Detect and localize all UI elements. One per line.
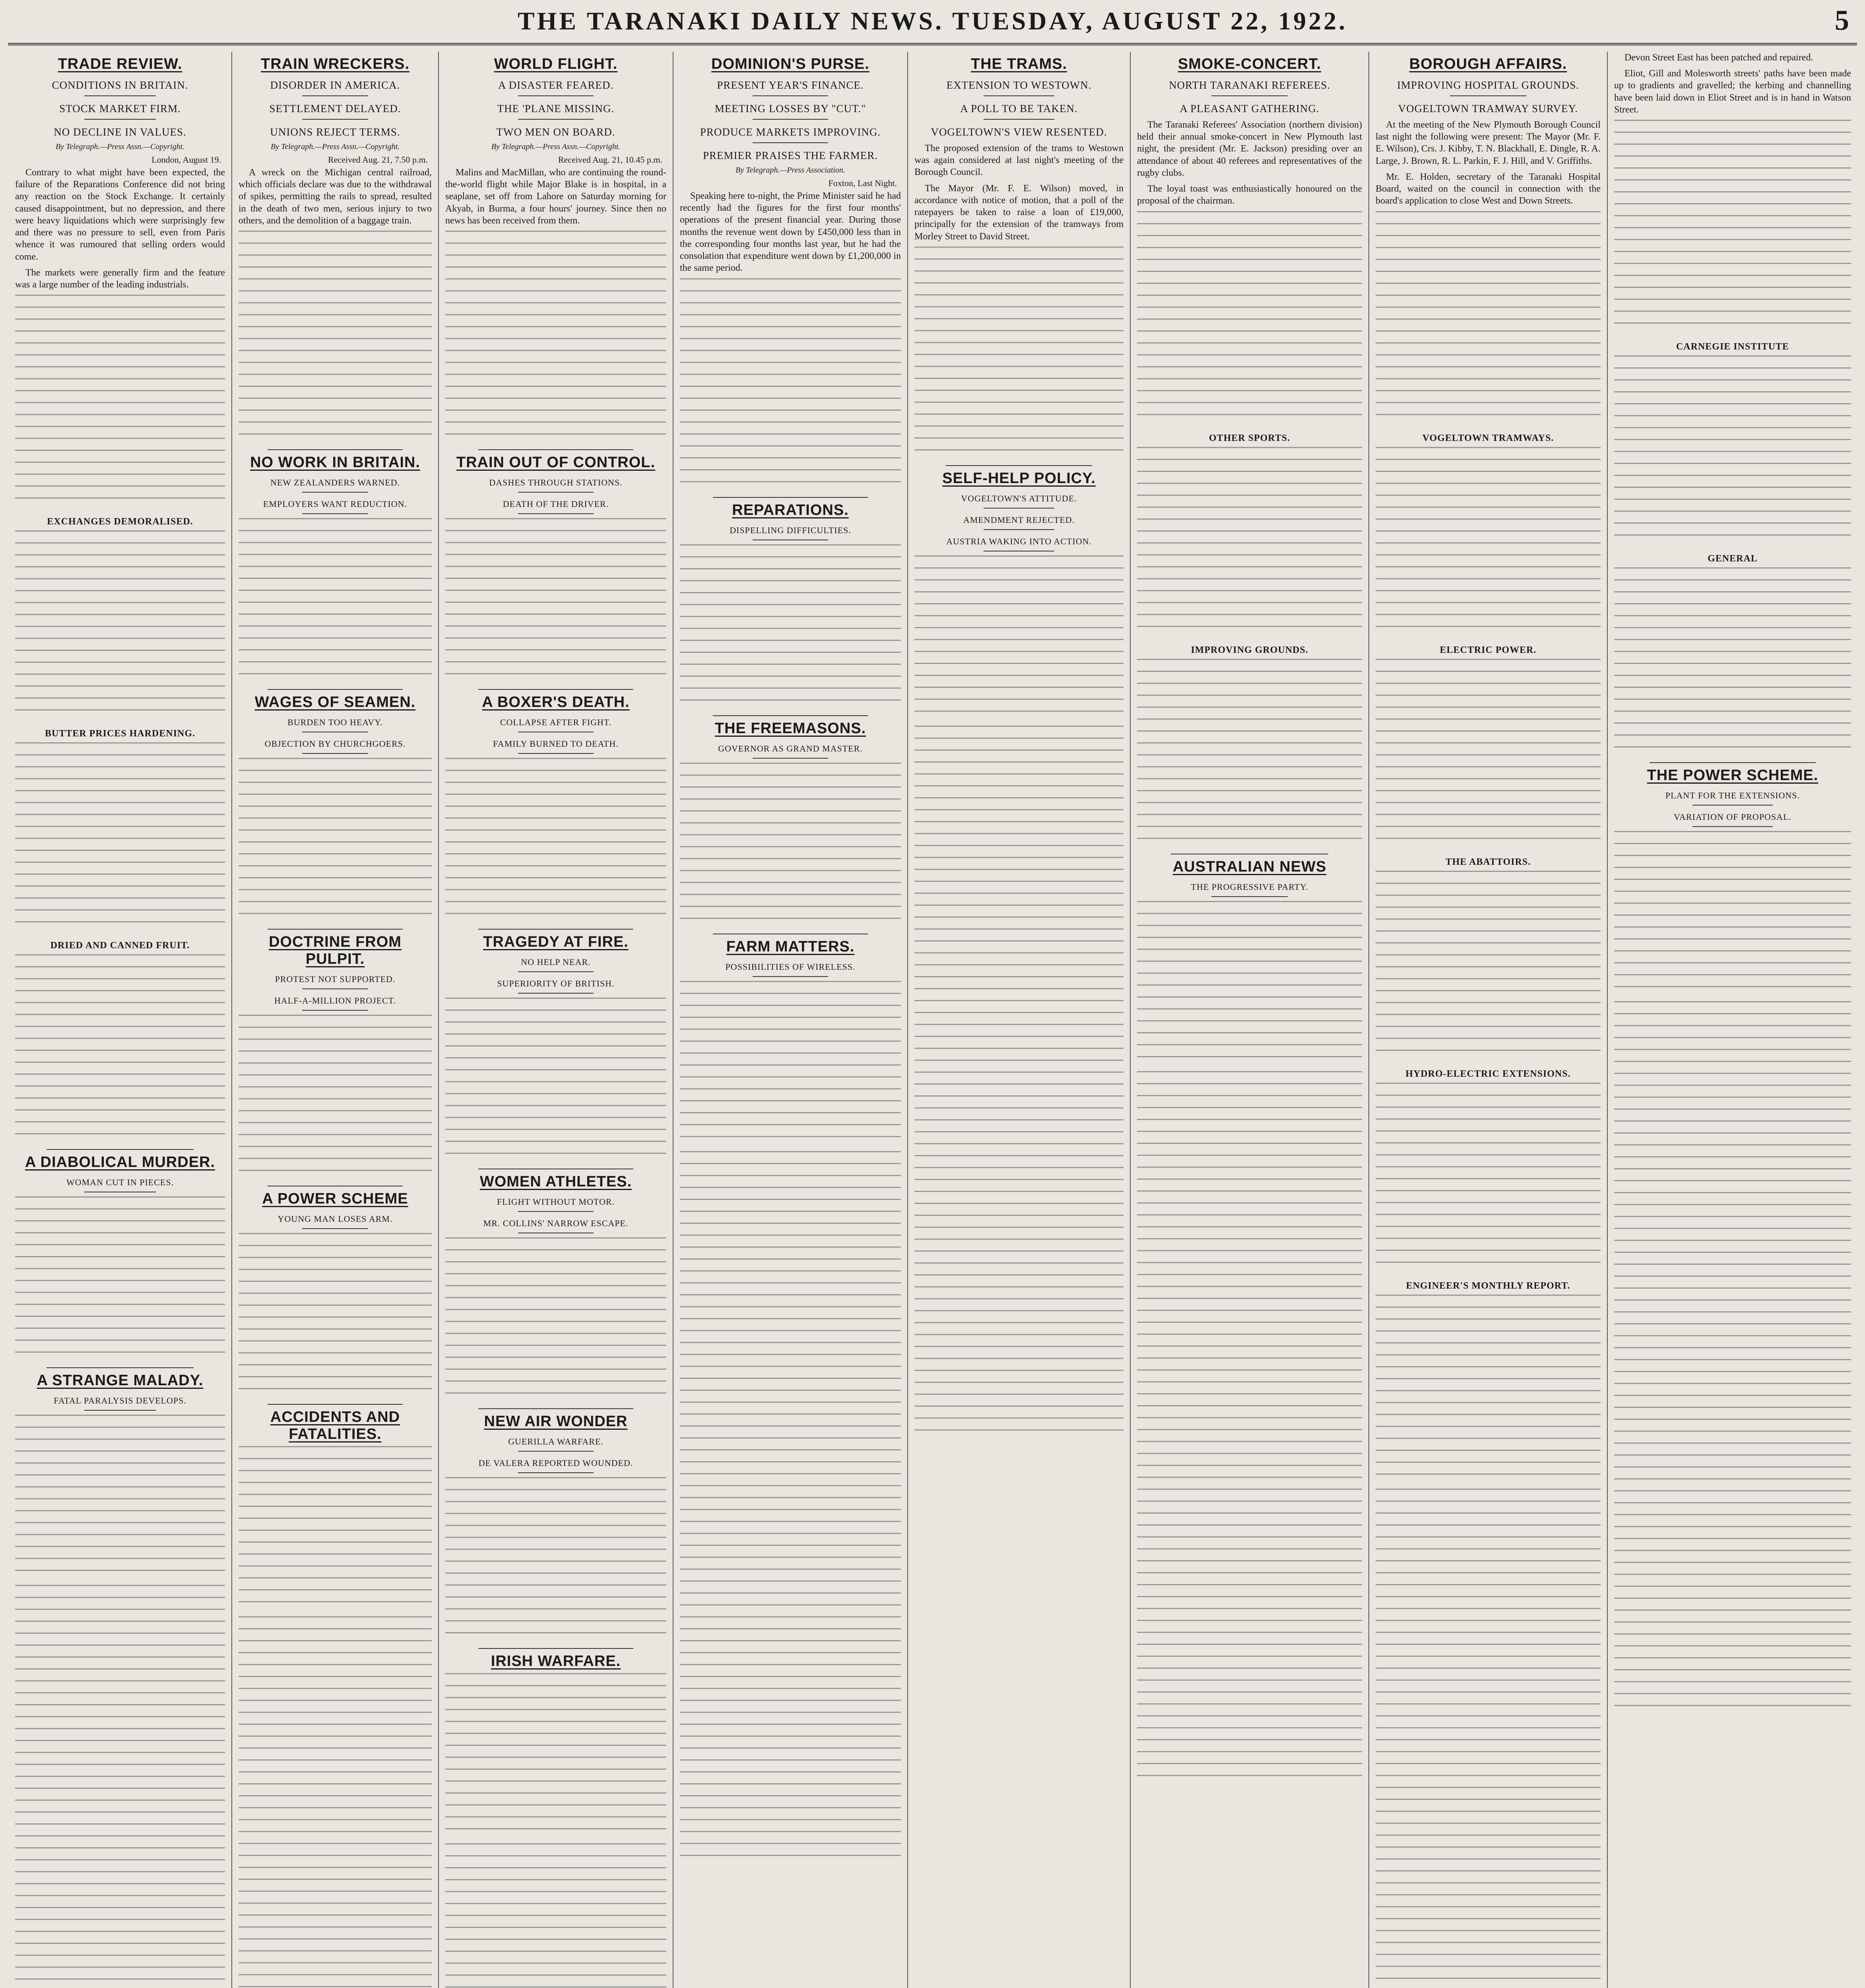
article-headline: WOMEN ATHLETES. — [479, 1173, 632, 1190]
article-deck: AUSTRIA WAKING INTO ACTION. — [946, 536, 1092, 546]
separator — [518, 119, 593, 120]
article-headline: TRAGEDY AT FIRE. — [483, 934, 629, 951]
section-subhead: BUTTER PRICES HARDENING. — [45, 728, 196, 739]
article-deck: PREMIER PRAISES THE FARMER. — [703, 149, 878, 161]
article-deck: EMPLOYERS WANT REDUCTION. — [263, 499, 408, 509]
text-lines — [15, 295, 225, 509]
separator — [518, 513, 593, 514]
text-lines — [239, 1015, 432, 1182]
article-deck: YOUNG MAN LOSES ARM. — [278, 1214, 393, 1224]
separator — [753, 976, 828, 977]
separator — [302, 513, 368, 514]
article-headline: A DIABOLICAL MURDER. — [25, 1154, 215, 1171]
text-lines — [680, 278, 901, 493]
telegraph-credit: By Telegraph.—Press Assn.—Copyright. — [55, 142, 185, 151]
article-deck: TWO MEN ON BOARD. — [496, 126, 615, 138]
text-lines — [1137, 901, 1362, 1068]
section-subhead: HYDRO-ELECTRIC EXTENSIONS. — [1405, 1068, 1571, 1079]
text-lines — [239, 518, 432, 685]
section-subhead: EXCHANGES DEMORALISED. — [47, 516, 193, 527]
separator — [984, 508, 1055, 509]
text-lines — [1376, 871, 1601, 1062]
separator — [84, 119, 156, 120]
text-lines — [1137, 447, 1362, 638]
text-lines — [445, 1477, 666, 1644]
separator — [302, 1228, 368, 1229]
article-deck: PLANT FOR THE EXTENSIONS. — [1665, 790, 1800, 801]
article-headline: SELF-HELP POLICY. — [942, 470, 1096, 487]
text-lines — [1137, 659, 1362, 850]
article-headline: AUSTRALIAN NEWS — [1172, 858, 1327, 875]
text-lines — [1376, 211, 1601, 426]
text-lines — [15, 1196, 225, 1363]
separator — [268, 449, 403, 450]
article-deck: NEW ZEALANDERS WARNED. — [270, 478, 400, 488]
article-deck: DASHES THROUGH STATIONS. — [489, 478, 623, 488]
article-deck: HALF-A-MILLION PROJECT. — [274, 996, 396, 1006]
text-lines — [239, 231, 432, 445]
article-deck: AMENDMENT REJECTED. — [963, 514, 1075, 525]
separator — [302, 1010, 368, 1011]
text-lines — [239, 1446, 432, 1613]
separator — [1650, 762, 1815, 763]
text-lines — [15, 954, 225, 1145]
article-headline: ACCIDENTS AND FATALITIES. — [270, 1409, 400, 1443]
article-deck: EXTENSION TO WESTOWN. — [946, 79, 1092, 91]
article-deck: DISPELLING DIFFICULTIES. — [730, 525, 851, 535]
article-deck: NO DECLINE IN VALUES. — [54, 126, 186, 138]
text-lines — [445, 1673, 666, 1840]
column-3 — [438, 52, 673, 1988]
article-headline: FARM MATTERS. — [726, 938, 855, 955]
text-lines — [445, 518, 666, 685]
text-lines — [1614, 1001, 1851, 1717]
separator — [1450, 95, 1526, 96]
article-deck: STOCK MARKET FIRM. — [59, 103, 181, 115]
text-lines — [914, 726, 1124, 1441]
text-lines — [680, 981, 901, 1148]
article-paragraph: The Mayor (Mr. F. E. Wilson) moved, in accordance with notice of motion, that a poll of the ratepayers be taken to raise a loan of £19,000, principally for the extension of the tramways from Morley Street to David Street. — [914, 183, 1124, 242]
separator — [984, 529, 1055, 530]
masthead — [0, 0, 1865, 44]
article-deck: THE PROGRESSIVE PARTY. — [1191, 881, 1308, 892]
text-lines — [15, 1415, 225, 1582]
separator — [1211, 95, 1288, 96]
text-lines — [445, 1843, 666, 1988]
separator — [478, 1648, 633, 1649]
article-deck: POSSIBILITIES OF WIRELESS. — [725, 961, 856, 972]
text-lines — [15, 530, 225, 721]
text-lines — [445, 758, 666, 925]
separator — [713, 715, 867, 716]
column-8 — [1607, 52, 1857, 1988]
article-deck: A PLEASANT GATHERING. — [1180, 103, 1320, 115]
article-headline: WORLD FLIGHT. — [494, 56, 618, 72]
separator — [302, 119, 368, 120]
column-container — [9, 52, 1857, 1988]
article-paragraph: The markets were generally firm and the feature was a large number of the leading industrials. — [15, 267, 225, 290]
page-number: 5 — [1835, 4, 1849, 36]
section-subhead: CARNEGIE INSTITUTE — [1676, 342, 1789, 352]
article-deck: FLIGHT WITHOUT MOTOR. — [497, 1197, 615, 1207]
text-lines — [445, 998, 666, 1165]
text-lines — [1376, 1489, 1601, 1988]
article-paragraph: At the meeting of the New Plymouth Borough Council last night the following were present: The Mayor (Mr. F. E. Wilson), Crs. J. Kibby, T. N. Blackhall, E. Dingle, R. A. Large, J. Brown, R. L. Parkin, F. J. Hill, and V. Griffiths. — [1376, 120, 1601, 166]
separator — [518, 1211, 593, 1212]
article-paragraph: The loyal toast was enthusiastically honoured on the proposal of the chairman. — [1137, 184, 1362, 206]
separator — [268, 929, 403, 930]
text-lines — [15, 742, 225, 933]
article-deck: PRESENT YEAR'S FINANCE. — [717, 79, 864, 91]
article-headline: THE POWER SCHEME. — [1647, 767, 1818, 784]
separator — [47, 1367, 194, 1368]
article-deck: NO HELP NEAR. — [521, 957, 591, 967]
article-headline: BOROUGH AFFAIRS. — [1409, 56, 1567, 72]
article-deck: GOVERNOR AS GRAND MASTER. — [718, 743, 863, 753]
column-7 — [1368, 52, 1607, 1988]
article-paragraph: Malins and MacMillan, who are continuing the round-the-world flight while Major Blake is in hospital, in a seaplane, set off from Lahore on Saturday morning for Akyab, in Burma, a four hours' journey. Since then no news has been received from them. — [445, 167, 666, 226]
dateline: Received Aug. 21, 10.45 p.m. — [558, 155, 662, 165]
text-lines — [239, 1616, 432, 1988]
column-5 — [907, 52, 1130, 1988]
article-headline: A BOXER'S DEATH. — [482, 694, 630, 711]
article-paragraph: Devon Street East has been patched and repaired. — [1624, 52, 1813, 63]
dateline: London, August 19. — [151, 155, 221, 165]
telegraph-credit: By Telegraph.—Press Assn.—Copyright. — [270, 142, 400, 151]
text-lines — [680, 1151, 901, 1867]
article-deck: DISORDER IN AMERICA. — [270, 79, 400, 91]
separator — [984, 119, 1055, 120]
section-subhead: GENERAL — [1708, 553, 1758, 564]
separator — [518, 95, 593, 96]
article-deck: VOGELTOWN TRAMWAY SURVEY. — [1398, 103, 1578, 115]
article-deck: PROTEST NOT SUPPORTED. — [275, 974, 396, 984]
text-lines — [1376, 447, 1601, 638]
article-paragraph: Eliot, Gill and Molesworth streets' paths have been made up to gradients and gravelled; the kerbing and channelling have been laid down in Eliot Street and is in hand in Watson Street. — [1614, 68, 1851, 115]
masthead-title: THE TARANAKI DAILY NEWS. TUESDAY, AUGUST 22, 1922. — [517, 7, 1348, 35]
section-subhead: VOGELTOWN TRAMWAYS. — [1422, 433, 1554, 443]
separator — [268, 689, 403, 690]
article-headline: DOMINION'S PURSE. — [711, 56, 869, 72]
article-deck: IMPROVING HOSPITAL GROUNDS. — [1397, 79, 1580, 91]
separator — [478, 689, 633, 690]
separator — [302, 95, 368, 96]
article-headline: NEW AIR WONDER — [484, 1413, 628, 1430]
article-deck: A POLL TO BE TAKEN. — [960, 103, 1078, 115]
text-lines — [1376, 659, 1601, 850]
separator — [518, 971, 593, 972]
article-deck: NORTH TARANAKI REFEREES. — [1169, 79, 1330, 91]
text-lines — [914, 247, 1124, 461]
column-2 — [231, 52, 438, 1988]
separator — [302, 988, 368, 989]
article-paragraph: Mr. E. Holden, secretary of the Taranaki Hospital Board, waited on the council in connection with the board's application to close West and Down Streets. — [1376, 171, 1601, 206]
article-headline: THE TRAMS. — [970, 56, 1067, 72]
article-deck: FAMILY BURNED TO DEATH. — [493, 739, 619, 749]
separator — [478, 449, 633, 450]
text-lines — [1614, 831, 1851, 998]
separator — [84, 1410, 156, 1411]
article-deck: COLLAPSE AFTER FIGHT. — [500, 717, 612, 728]
article-headline: IRISH WARFARE. — [491, 1653, 621, 1670]
article-deck: WOMAN CUT IN PIECES. — [66, 1177, 174, 1188]
separator — [713, 497, 867, 498]
text-lines — [1376, 1083, 1601, 1274]
separator — [84, 95, 156, 96]
article-paragraph: A wreck on the Michigan central railroad, which officials declare was due to the withdrawal of spikes, permitting the rails to spread, resulted in the death of two men, serious injury to two others, and the demolition of a baggage train. — [239, 167, 432, 226]
article-deck: UNIONS REJECT TERMS. — [270, 126, 400, 138]
article-headline: A STRANGE MALADY. — [37, 1372, 204, 1389]
article-deck: SUPERIORITY OF BRITISH. — [497, 978, 615, 989]
separator — [268, 1404, 403, 1405]
separator — [478, 929, 633, 930]
article-deck: DE VALERA REPORTED WOUNDED. — [478, 1458, 633, 1468]
separator — [518, 753, 593, 754]
telegraph-credit: By Telegraph.—Press Association. — [736, 166, 845, 175]
text-lines — [1614, 567, 1851, 758]
article-deck: BURDEN TOO HEAVY. — [287, 717, 383, 728]
article-headline: TRAIN WRECKERS. — [261, 56, 409, 72]
separator — [478, 1408, 633, 1409]
text-lines — [239, 758, 432, 925]
separator — [753, 119, 828, 120]
article-deck: CONDITIONS IN BRITAIN. — [52, 79, 188, 91]
section-subhead: ELECTRIC POWER. — [1440, 645, 1537, 655]
separator — [753, 758, 828, 759]
article-headline: REPARATIONS. — [732, 501, 849, 518]
separator — [984, 95, 1055, 96]
article-deck: MR. COLLINS' NARROW ESCAPE. — [483, 1218, 629, 1229]
separator — [753, 142, 828, 143]
article-headline: NO WORK IN BRITAIN. — [250, 454, 420, 471]
article-deck: GUERILLA WARFARE. — [508, 1437, 604, 1447]
article-headline: TRADE REVIEW. — [58, 56, 182, 72]
article-deck: PRODUCE MARKETS IMPROVING. — [700, 126, 881, 138]
article-deck: MEETING LOSSES BY "CUT." — [714, 103, 866, 115]
article-paragraph: Contrary to what might have been expected, the failure of the Reparations Conference did not bring any reaction on the Stock Exchange. It certainly caused disappointment, but no depression, and there were heavy liquidations which were surprisingly few and there was no pressure to sell, even from Paris whence it was rumoured that selling orders would come. — [15, 167, 225, 262]
article-deck: SETTLEMENT DELAYED. — [269, 103, 401, 115]
text-lines — [15, 1585, 225, 1988]
article-deck: THE 'PLANE MISSING. — [497, 103, 615, 115]
article-headline: THE FREEMASONS. — [714, 720, 866, 737]
article-deck: VOGELTOWN'S ATTITUDE. — [961, 493, 1077, 503]
separator — [518, 993, 593, 994]
masthead-rule — [8, 43, 1857, 45]
text-lines — [914, 555, 1124, 722]
separator — [1692, 805, 1773, 806]
article-deck: VARIATION OF PROPOSAL. — [1673, 812, 1792, 822]
article-deck: A DISASTER FEARED. — [498, 79, 614, 91]
article-headline: TRAIN OUT OF CONTROL. — [456, 454, 656, 471]
separator — [518, 1472, 593, 1473]
section-subhead: IMPROVING GROUNDS. — [1191, 645, 1308, 655]
article-deck: VOGELTOWN'S VIEW RESENTED. — [931, 126, 1107, 138]
section-subhead: THE ABATTOIRS. — [1445, 856, 1531, 867]
separator — [518, 492, 593, 493]
separator — [946, 465, 1092, 466]
dateline: Received Aug. 21, 7.50 p.m. — [328, 155, 428, 165]
text-lines — [1614, 355, 1851, 546]
text-lines — [445, 1237, 666, 1404]
article-headline: DOCTRINE FROM PULPIT. — [269, 934, 402, 968]
article-deck: OBJECTION BY CHURCHGOERS. — [264, 739, 406, 749]
telegraph-credit: By Telegraph.—Press Assn.—Copyright. — [491, 142, 621, 151]
column-4 — [673, 52, 907, 1988]
column-6 — [1130, 52, 1368, 1988]
separator — [302, 492, 368, 493]
text-lines — [1614, 120, 1851, 334]
text-lines — [1137, 211, 1362, 426]
article-headline: A POWER SCHEME — [262, 1190, 408, 1208]
text-lines — [445, 231, 666, 445]
separator — [518, 1451, 593, 1452]
article-paragraph: The proposed extension of the trams to Westown was again considered at last night's meeting of the Borough Council. — [914, 143, 1124, 178]
section-subhead: DRIED AND CANNED FRUIT. — [50, 940, 190, 951]
text-lines — [680, 763, 901, 930]
section-subhead: OTHER SPORTS. — [1209, 433, 1291, 443]
article-paragraph: Speaking here to-night, the Prime Minister said he had recently had the figures for the first four months' operations of the present financial year. During those months the revenue went down by £450,000 less than in the corresponding four months last year, but he had the consolation that expenditure went down by £1,200,000 in the same period. — [680, 191, 901, 274]
text-lines — [1376, 1295, 1601, 1485]
separator — [47, 1149, 194, 1150]
article-headline: WAGES OF SEAMEN. — [254, 694, 416, 711]
separator — [1211, 896, 1288, 897]
separator — [753, 95, 828, 96]
article-headline: SMOKE-CONCERT. — [1178, 56, 1322, 72]
separator — [302, 753, 368, 754]
text-lines — [680, 544, 901, 711]
dateline: Foxton, Last Night. — [828, 178, 897, 188]
text-lines — [239, 1233, 432, 1400]
column-1 — [9, 52, 231, 1988]
text-lines — [1137, 1071, 1362, 1787]
separator — [1692, 826, 1773, 827]
section-subhead: ENGINEER'S MONTHLY REPORT. — [1406, 1280, 1570, 1291]
article-paragraph: The Taranaki Referees' Association (northern division) held their annual smoke-concert in New Plymouth last night, the president (Mr. E. Jackson) presiding over an attendance of about 40 referees and representatives of the rugby clubs. — [1137, 120, 1362, 178]
article-deck: FATAL PARALYSIS DEVELOPS. — [54, 1396, 186, 1406]
article-deck: DEATH OF THE DRIVER. — [503, 499, 609, 509]
